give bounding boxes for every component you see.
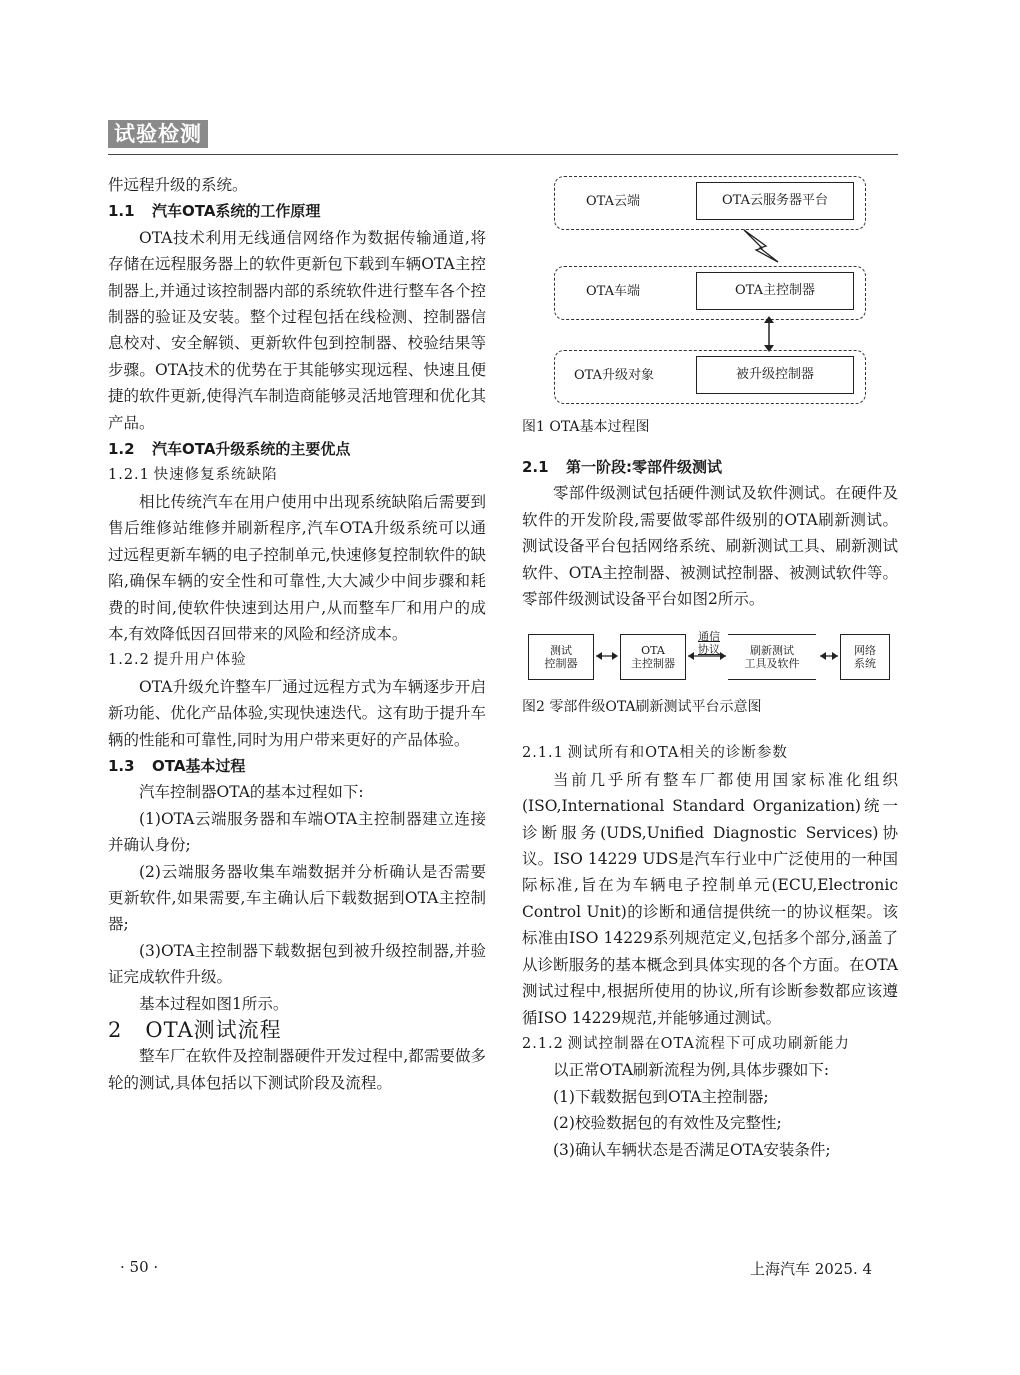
section-heading-1-1: 1.1 汽车OTA系统的工作原理	[108, 202, 321, 221]
list-item: (1)OTA云端服务器和车端OTA主控制器建立连接并确认身份;	[108, 809, 486, 855]
header-rule	[108, 154, 898, 155]
upgraded-controller-box: 被升级控制器	[696, 356, 854, 394]
paragraph: OTA技术利用无线通信网络作为数据传输通道,将存储在远程服务器上的软件更新包下载到车辆OTA主控制器上,并通过该控制器内部的系统软件进行整车各个控制器的验证及安装。整个过程包括在线检测、控制器信息校对、安全解锁、更新软件包到控制器、校验结果等步骤。OTA技术的优势在于其能够实现远程、快速且便捷的软件更新,使得汽车制造商能够灵活地管理和优化其产品。	[108, 228, 486, 432]
main-controller-box: OTA主控制器	[696, 272, 854, 310]
double-arrow-icon	[762, 316, 776, 352]
list-item: (1)下载数据包到OTA主控制器;	[553, 1087, 769, 1106]
paragraph: 相比传统汽车在用户使用中出现系统缺陷后需要到售后维修站维修并刷新程序,汽车OTA升级系统可以通过远程更新车辆的电子控制单元,快速修复控制软件的缺陷,确保车辆的安全性和可靠性,大大减少中间步骤和耗费的时间,使软件快速到达用户,从而整车厂和用户的成本,有效降低因召回带来的风险和经济成本。	[108, 492, 486, 643]
figure-1	[522, 172, 898, 444]
paragraph: 整车厂在软件及控制器硬件开发过程中,都需要做多轮的测试,具体包括以下测试阶段及流程。	[108, 1047, 486, 1092]
list-item: (3)OTA主控制器下载数据包到被升级控制器,并验证完成软件升级。	[108, 941, 486, 987]
figure-2-arrows	[522, 630, 898, 682]
page-number: · 50 ·	[120, 1258, 159, 1276]
paragraph: 以正常OTA刷新流程为例,具体步骤如下:	[553, 1061, 830, 1080]
target-label: OTA升级对象	[574, 368, 655, 383]
list-item: (2)云端服务器收集车端数据并分析确认是否需要更新软件,如果需要,车主确认后下载数据到OTA主控制器;	[108, 862, 486, 934]
paragraph: OTA升级允许整车厂通过远程方式为车辆逐步开启新功能、优化产品体验,实现快速迭代。这有助于提升车辆的性能和可靠性,同时为用户带来更好的产品体验。	[108, 677, 486, 749]
ota-controller-box: OTA 主控制器	[620, 634, 686, 680]
paragraph: 基本过程如图1所示。	[139, 994, 289, 1013]
vehicle-label: OTA车端	[586, 284, 641, 299]
list-item: (3)确认车辆状态是否满足OTA安装条件;	[553, 1140, 831, 1159]
flash-tool-box: 刷新测试 工具及软件	[728, 634, 816, 680]
journal-name: 上海汽车 2025. 4	[750, 1260, 873, 1278]
network-box: 网络 系统	[840, 634, 890, 680]
section-tag: 试验检测	[108, 120, 208, 148]
list-item: (2)校验数据包的有效性及完整性;	[553, 1114, 782, 1133]
section-heading-2-1-2: 2.1.2 测试控制器在OTA流程下可成功刷新能力	[522, 1035, 850, 1052]
wireless-icon	[736, 226, 786, 266]
protocol-label: 通信 协议	[698, 630, 720, 657]
cloud-server-box: OTA云服务器平台	[696, 182, 854, 220]
cloud-label: OTA云端	[586, 194, 641, 209]
paragraph: 件远程升级的系统。	[108, 176, 248, 194]
section-heading-2: 2 OTA测试流程	[108, 1018, 282, 1042]
paragraph: 汽车控制器OTA的基本过程如下:	[139, 783, 364, 802]
paragraph: 当前几乎所有整车厂都使用国家标准化组织(ISO,International Standard Organization)统一诊断服务(UDS,Unified Diagnostic Services)协议。ISO 14229 UDS是汽车行业中广泛使用的一种国际标准,旨在为车辆电子控制单元(ECU,Electronic Control Unit)的诊断和通信提供统一的协议框架。该标准由ISO 14229系列规范定义,包括多个部分,涵盖了从诊断服务的基本概念到具体实现的各个方面。在OTA测试过程中,根据所使用的协议,所有诊断参数都应该遵循ISO 14229规范,并能够通过测试。	[522, 770, 898, 1027]
paragraph: 零部件级测试包括硬件测试及软件测试。在硬件及软件的开发阶段,需要做零部件级别的OTA刷新测试。测试设备平台包括网络系统、刷新测试工具、刷新测试软件、OTA主控制器、被测试控制器、被测试软件等。零部件级测试设备平台如图2所示。	[522, 484, 898, 609]
section-heading-2-1: 2.1 第一阶段:零部件级测试	[522, 458, 722, 476]
section-heading-1-2: 1.2 汽车OTA升级系统的主要优点	[108, 440, 351, 459]
figure-2-caption: 图2 零部件级OTA刷新测试平台示意图	[522, 699, 762, 716]
test-controller-box: 测试 控制器	[528, 634, 594, 680]
section-heading-1-2-2: 1.2.2 提升用户体验	[108, 652, 247, 669]
figure-2	[522, 630, 898, 740]
right-column	[522, 172, 898, 1163]
figure-1-caption: 图1 OTA基本过程图	[522, 419, 650, 435]
section-heading-1-2-1: 1.2.1 快速修复系统缺陷	[108, 467, 278, 484]
section-heading-1-3: 1.3 OTA基本过程	[108, 756, 246, 775]
left-column	[108, 172, 486, 1096]
section-heading-2-1-1: 2.1.1 测试所有和OTA相关的诊断参数	[522, 745, 788, 762]
